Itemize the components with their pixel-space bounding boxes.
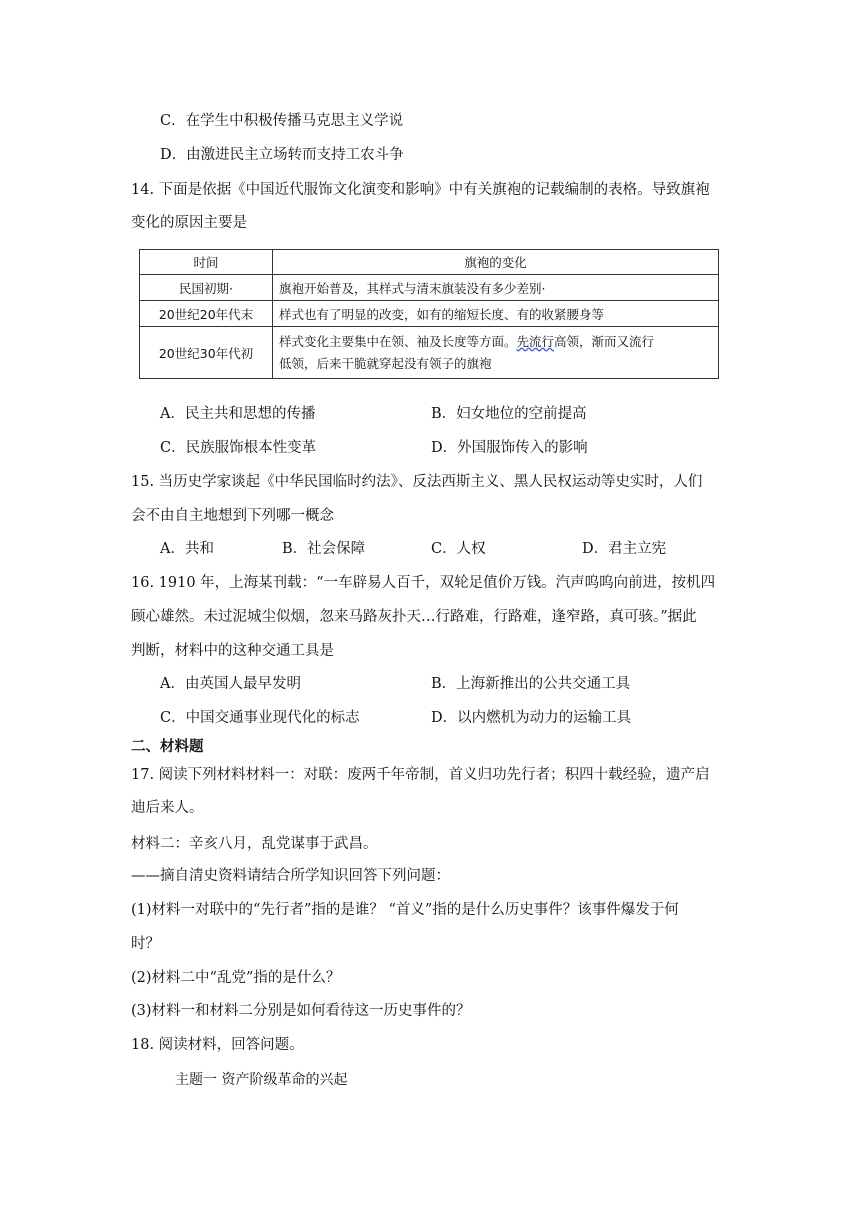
q16-option-d: D．以内燃机为动力的运输工具 [431,710,632,726]
q14-option-a: A．民主共和思想的传播 [160,406,316,422]
change-text-part1: 样式变化主要集中在领、袖及长度等方面。 [279,333,517,349]
q14-option-d: D．外国服饰传入的影响 [431,440,588,456]
q14-option-c: C．民族服饰根本性变革 [160,440,317,456]
table-row [140,301,719,327]
section-heading: 二、材料题 [131,739,204,755]
q15-option-b: B．社会保障 [282,541,366,557]
q17-material2: 材料二：辛亥八月，乱党谋事于武昌。 [131,836,378,852]
q16-option-c: C．中国交通事业现代化的标志 [160,710,360,726]
q17-stem-line1: 17. 阅读下列材料材料一：对联：废两千年帝制，首义归功先行者；积四十载经验，遗产启 [131,767,710,783]
table-header-time: 时间 [140,250,273,275]
q17-source: ——摘自清史资料请结合所学知识回答下列问题： [131,868,450,884]
q16-stem-line2: 顾心雄然。未过泥城尘似烟，忽来马路灰扑天…行路难，行路难，逢窄路，真可骇。”据此 [131,609,697,625]
change-text-part3: 高领，渐而又流行 [554,333,655,349]
q18-stem: 18. 阅读材料，回答问题。 [131,1037,304,1053]
q15-stem-line1: 15. 当历史学家谈起《中华民国临时约法》、反法西斯主义、黑人民权运动等史实时，人们 [131,474,703,490]
q14-option-b: B．妇女地位的空前提高 [431,406,587,422]
q14-stem-line1: 14. 下面是依据《中国近代服饰文化演变和影响》中有关旗袍的记载编制的表格。导致旗袍 [131,182,710,198]
q16-stem-line1: 16. 1910 年，上海某刊载：“一车辟易人百千，双轮足值价万钱。汽声呜呜向前进，按机四 [131,575,716,591]
q17-subq2: (2)材料二中“乱党”指的是什么？ [131,970,341,986]
table-row [140,275,719,301]
q17-stem-line2: 迪后来人。 [131,800,204,816]
table-cell-change: 样式也有了明显的改变，如有的缩短长度、有的收紧腰身等 [273,301,719,327]
q17-subq3: (3)材料一和材料二分别是如何看待这一历史事件的？ [131,1003,471,1019]
q13-option-c: C．在学生中积极传播马克思主义学说 [160,113,404,129]
q15-option-d: D．君主立宪 [582,541,667,557]
q13-option-d: D．由激进民主立场转而支持工农斗争 [160,147,404,163]
q14-stem-line2: 变化的原因主要是 [131,215,247,231]
table-cell-time: 20世纪30年代初 [140,327,273,379]
qipao-table [139,249,719,379]
q15-stem-line2: 会不由自主地想到下列哪一概念 [131,508,334,524]
table-cell-time: 20世纪20年代末 [140,301,273,327]
table-cell-change [273,327,719,379]
q15-option-a: A．共和 [160,541,214,557]
change-text-line2: 低领，后来干脆就穿起没有领子的旗袍 [279,355,492,371]
table-header-change: 旗袍的变化 [273,250,719,275]
table-header-row [140,250,719,275]
q17-subq1-line1: (1)材料一对联中的“先行者”指的是谁？ “首义”指的是什么历史事件？该事件爆发于何 [131,902,679,918]
change-text-underlined: 先流行 [516,333,555,349]
table-row [140,327,719,379]
q16-stem-line3: 判断，材料中的这种交通工具是 [131,643,334,659]
q15-option-c: C．人权 [431,541,486,557]
q17-subq1-line2: 时？ [131,936,160,952]
q16-option-b: B．上海新推出的公共交通工具 [431,676,631,692]
q18-theme: 主题一 资产阶级革命的兴起 [175,1072,348,1088]
table-cell-time: 民国初期· [140,275,273,301]
q16-option-a: A．由英国人最早发明 [160,676,301,692]
table-cell-change: 旗袍开始普及，其样式与清末旗装没有多少差别· [273,275,719,301]
